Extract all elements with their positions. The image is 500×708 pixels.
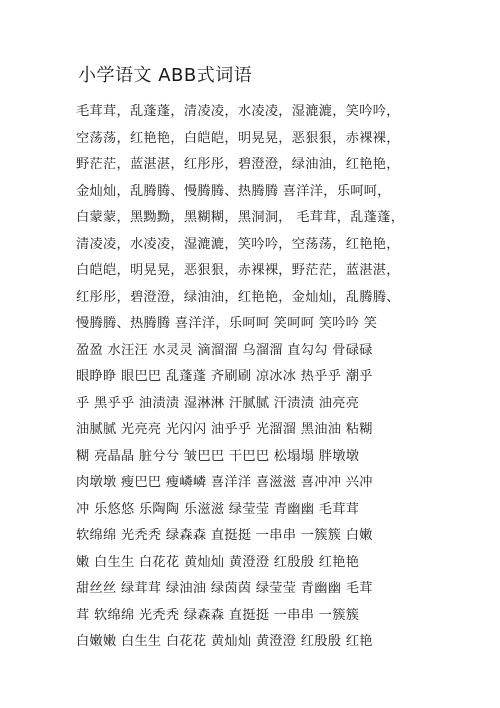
text-line: 甜丝丝 绿茸茸 绿油油 绿茵茵 绿莹莹 青幽幽 毛茸 xyxy=(76,581,373,596)
text-line: 野茫茫，蓝湛湛，红彤彤，碧澄澄，绿油油，红艳艳， xyxy=(76,157,400,172)
text-line: 冲 乐悠悠 乐陶陶 乐滋滋 绿莹莹 青幽幽 毛茸茸 xyxy=(76,501,360,517)
text-line: 嫩 白生生 白花花 黄灿灿 黄澄澄 红殷殷 红艳艳 xyxy=(76,554,360,570)
text-line: 糊 亮晶晶 脏兮兮 皱巴巴 干巴巴 松塌塌 胖墩墩 xyxy=(76,448,360,464)
text-line: 软绵绵 光秃秃 绿森森 直挺挺 一串串 一簇簇 白嫩 xyxy=(76,528,373,543)
text-line: 白嫩嫩 白生生 白花花 黄灿灿 黄澄澄 红殷殷 红艳 xyxy=(76,634,373,649)
text-line: 金灿灿，乱腾腾、慢腾腾、热腾腾 喜洋洋，乐呵呵， xyxy=(76,183,391,199)
document-body xyxy=(76,99,428,656)
text-line: 乎 黑乎乎 油渍渍 湿淋淋 汗腻腻 汗渍渍 油亮亮 xyxy=(76,395,360,411)
text-line: 红彤彤，碧澄澄，绿油油，红艳艳，金灿灿，乱腾腾、 xyxy=(76,289,400,305)
text-line: 肉墩墩 瘦巴巴 瘦嶙嶙 喜洋洋 喜滋滋 喜冲冲 兴冲 xyxy=(76,475,373,490)
text-line: 白蒙蒙，黑黝黝，黑糊糊，黑洞洞， 毛茸茸，乱蓬蓬， xyxy=(76,210,405,225)
text-line: 白皑皑，明晃晃，恶狠狠，赤裸裸，野茫茫，蓝湛湛， xyxy=(76,263,400,278)
text-line: 眼睁睁 眼巴巴 乱蓬蓬 齐刷刷 凉冰冰 热乎乎 潮乎 xyxy=(76,369,373,384)
text-line: 盈盈 水汪汪 水灵灵 滴溜溜 乌溜溜 直勾勾 骨碌碌 xyxy=(76,342,373,358)
text-line: 清凌凌，水凌凌，湿漉漉，笑吟吟，空荡荡，红艳艳， xyxy=(76,236,400,252)
text-line: 毛茸茸，乱蓬蓬，清凌凌，水凌凌，湿漉漉，笑吟吟， xyxy=(76,104,400,119)
document-title: 小学语文 ABB式词语 xyxy=(78,65,253,86)
text-line: 慢腾腾、热腾腾 喜洋洋，乐呵呵 笑呵呵 笑吟吟 笑 xyxy=(76,316,378,331)
text-line: 空荡荡，红艳艳，白皑皑，明晃晃，恶狠狠，赤裸裸， xyxy=(76,130,400,146)
text-line: 油腻腻 光亮亮 光闪闪 油乎乎 光溜溜 黑油油 粘糊 xyxy=(76,422,373,437)
text-line: 茸 软绵绵 光秃秃 绿森森 直挺挺 一串串 一簇簇 xyxy=(76,607,360,623)
